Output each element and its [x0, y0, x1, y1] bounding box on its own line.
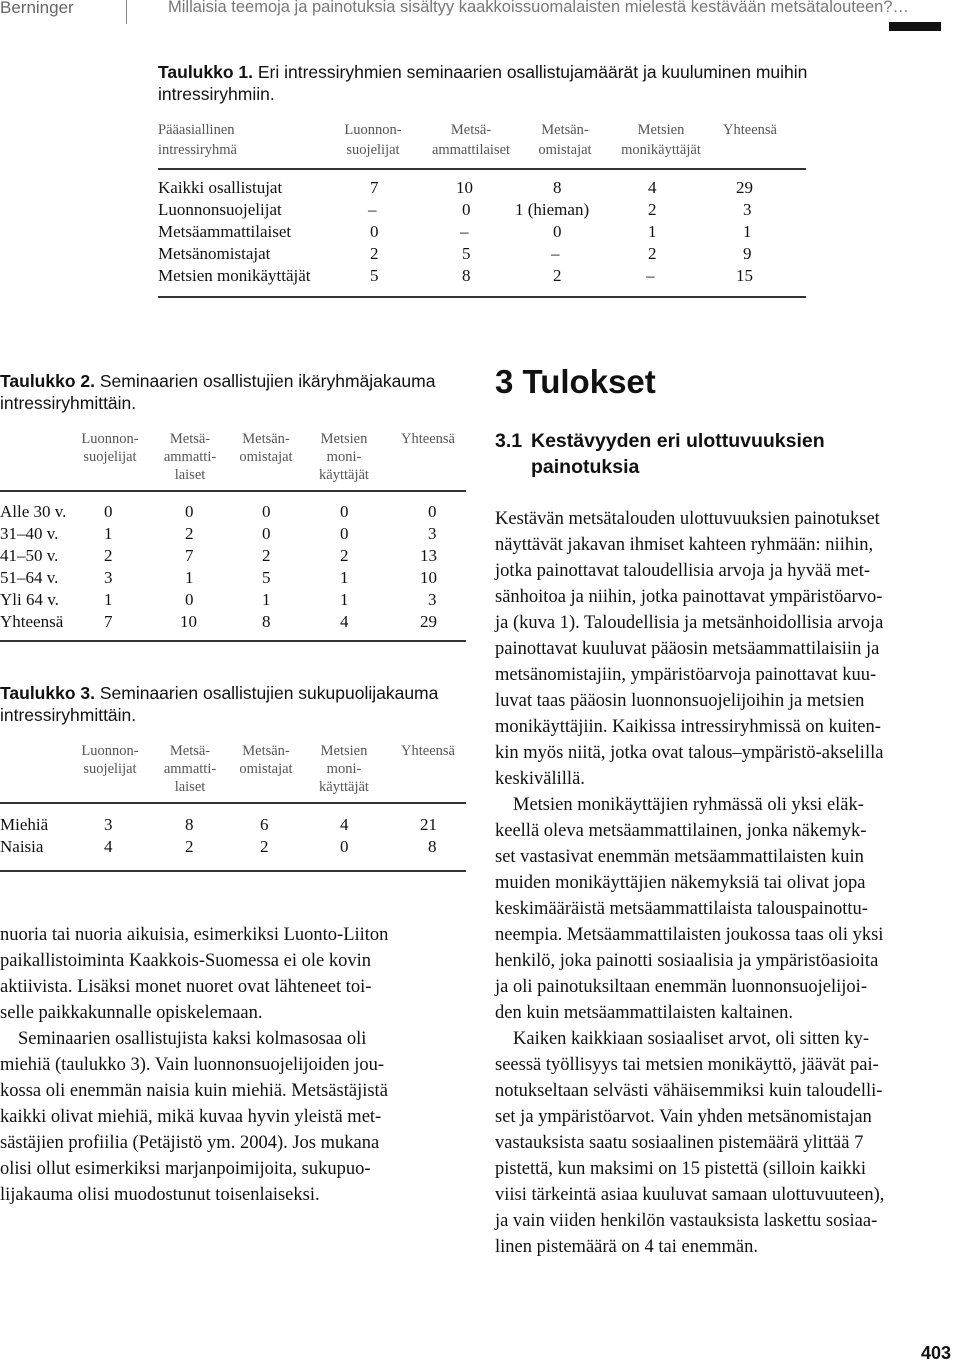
table2-top-rule	[0, 490, 466, 492]
table3-col-header: Metsä- ammatti- laiset	[163, 743, 217, 795]
table-row: Miehiä 3 8 6 4 21	[0, 815, 437, 834]
running-header	[0, 0, 960, 30]
table1-col-header: Yhteensä	[723, 122, 777, 138]
table2-caption	[0, 370, 480, 414]
table1-col-header: Metsä- ammattilaiset	[431, 122, 511, 158]
table1-top-rule	[158, 168, 806, 170]
table3-caption	[0, 682, 480, 726]
table-row: Metsien monikäyttäjät 5 8 2 – 15	[158, 266, 753, 285]
table3	[0, 742, 466, 872]
table-row: Alle 30 v. 0 0 0 0 0	[0, 502, 437, 521]
table3-top-rule	[0, 802, 466, 804]
header-author: Berninger	[0, 0, 74, 17]
table1-col-header: Metsien monikäyttäjät	[621, 122, 701, 158]
table3-col-header: Metsien moni- käyttäjät	[319, 743, 369, 795]
table3-label: Taulukko 3.	[0, 683, 95, 703]
table2-col-header: Luonnon- suojelijat	[81, 431, 139, 465]
page-number: 403	[921, 1343, 952, 1363]
table-row: 41–50 v. 2 7 2 2 13	[0, 546, 437, 565]
table1-col-header: Luonnon- suojelijat	[344, 122, 402, 158]
header-divider	[126, 0, 127, 24]
table2-caption-text: Seminaarien osallistujien ikäryhmäjakauma intressiryhmittäin.	[0, 371, 436, 413]
paragraph: Kaiken kaikkiaan sosiaaliset arvot, oli sitten ky- seessä työllisyys tai metsien monikäyttö, jäävät pai- notukseltaan selvästi vähäisemmiksi kuin taloudelli- set ja ympäristöarvot. Vain yhden metsänomistajan vastauksista saatu sosiaalinen pistemäärä ylittää 7 pistettä, kun maksimi on 15 pistettä (silloin kaikki viisi tärkeintä asiaa kuuluvat samaan ulottuvuuteen), ja vain viiden henkilön vastauksista laskettu sosiaa- linen pistemäärä on 4 tai enemmän.	[495, 1029, 885, 1257]
table3-bottom-rule	[0, 870, 466, 872]
table2-col-header: Metsä- ammatti- laiset	[163, 431, 217, 483]
table1-body	[158, 178, 806, 288]
table1-caption	[158, 61, 838, 105]
left-column-text	[0, 922, 466, 1208]
table1-col-header: Metsän- omistajat	[538, 122, 592, 158]
table-row: Yhteensä 7 10 8 4 29	[0, 612, 437, 631]
paragraph: Kestävän metsätalouden ulottuvuuksien painotukset näyttävät jakavan ihmiset kahteen ryhmään: niihin, jotka painottavat taloudellisia arvoja ja hyvää met- sänhoitoa ja niihin, jotka painottavat ympäristöarvo- ja (kuva 1). Taloudellisia ja metsänhoidollisia arvoja painottavat kuuluvat pääosin metsäammattilaisiin ja metsänomistajiin, ympäristöarvoja painottavat kuu- luvat taas pääosin luonnonsuojelijoihin ja metsien monikäyttäjiin. Kaikissa intressiryhmissä on kuiten- kin myös niitä, jotka ovat talous–ympäristö-akselilla keskivälillä.	[495, 509, 884, 789]
paragraph: nuoria tai nuoria aikuisia, esimerkiksi Luonto-Liiton paikallistoiminta Kaakkois-Suomessa ei ole kovin aktiivista. Lisäksi monet nuoret ovat lähteneet toi- selle paikkakunnalle opiskelemaan.	[0, 925, 389, 1023]
table-row: Metsäammattilaiset 0 – 0 1 1	[158, 222, 752, 241]
table2-col-header: Metsän- omistajat	[239, 431, 293, 465]
section-heading: 3 Tulokset	[495, 363, 656, 400]
table3-col-header: Yhteensä	[401, 743, 455, 759]
table1	[158, 120, 806, 285]
table-row: Kaikki osallistujat 7 10 8 4 29	[158, 178, 753, 197]
right-column-text	[495, 506, 957, 1260]
table3-col-header: Luonnon- suojelijat	[81, 743, 139, 777]
table-row: Naisia 4 2 2 0 8	[0, 837, 437, 856]
table2-bottom-rule	[0, 640, 466, 642]
header-bar	[889, 22, 941, 31]
table3-caption-text: Seminaarien osallistujien sukupuolijakauma intressiryhmittäin.	[0, 683, 439, 725]
table1-caption-text: Eri intressiryhmien seminaarien osallistujamäärät ja kuuluminen muihin intressiryhmiin.	[158, 62, 808, 104]
subsection-heading: 3.1 Kestävyyden eri ulottuvuuksien painotuksia	[495, 430, 825, 478]
table1-bottom-rule	[158, 296, 806, 298]
table3-col-header: Metsän- omistajat	[239, 743, 293, 777]
table1-header	[158, 120, 806, 168]
table-row: Metsänomistajat 2 5 – 2 9	[158, 244, 752, 263]
table2-col-header: Metsien moni- käyttäjät	[319, 431, 369, 483]
header-running-title: Millaisia teemoja ja painotuksia sisältyy kaakkoissuomalaisten mielestä kestävään metsätalouteen?…	[168, 0, 910, 16]
table-row: Yli 64 v. 1 0 1 1 3	[0, 590, 437, 609]
paragraph: Metsien monikäyttäjien ryhmässä oli yksi eläk- keellä oleva metsäammattilainen, jonka näkemyk- set vastasivat enemmän metsäammattilaisten kuin muiden monikäyttäjien näkemyksiä tai olivat jopa keskimääräistä metsäammattilaista talouspainottu- neempia. Metsäammattilaisten joukossa taas oli yksi henkilö, joka painotti sosiaalisia ja ympäristöasioita ja oli painotuksiltaan enemmän luonnonsuojelijoi- den kuin metsäammattilaisten kaltainen.	[495, 795, 884, 1023]
table1-label: Taulukko 1.	[158, 62, 253, 82]
table1-col-header: Pääasiallinen intressiryhmä	[158, 122, 237, 158]
table2-label: Taulukko 2.	[0, 371, 95, 391]
table2-col-header: Yhteensä	[401, 431, 455, 447]
table-row: 31–40 v. 1 2 0 0 3	[0, 524, 437, 543]
table2	[0, 430, 466, 640]
table-row: 51–64 v. 3 1 5 1 10	[0, 568, 437, 587]
paragraph: Seminaarien osallistujista kaksi kolmasosaa oli miehiä (taulukko 3). Vain luonnonsuojelijoiden jou- kossa oli enemmän naisia kuin miehiä. Metsästäjistä kaikki olivat miehiä, mikä kuvaa hyvin yleistä met- sästäjien profiilia (Petäjistö ym. 2004). Jos mukana olisi ollut esimerkiksi marjanpoimijoita, sukupuo- lijakauma olisi muodostunut toisenlaiseksi.	[0, 1029, 388, 1205]
table-row: Luonnonsuojelijat – 0 1 (hieman) 2 3	[158, 200, 752, 219]
